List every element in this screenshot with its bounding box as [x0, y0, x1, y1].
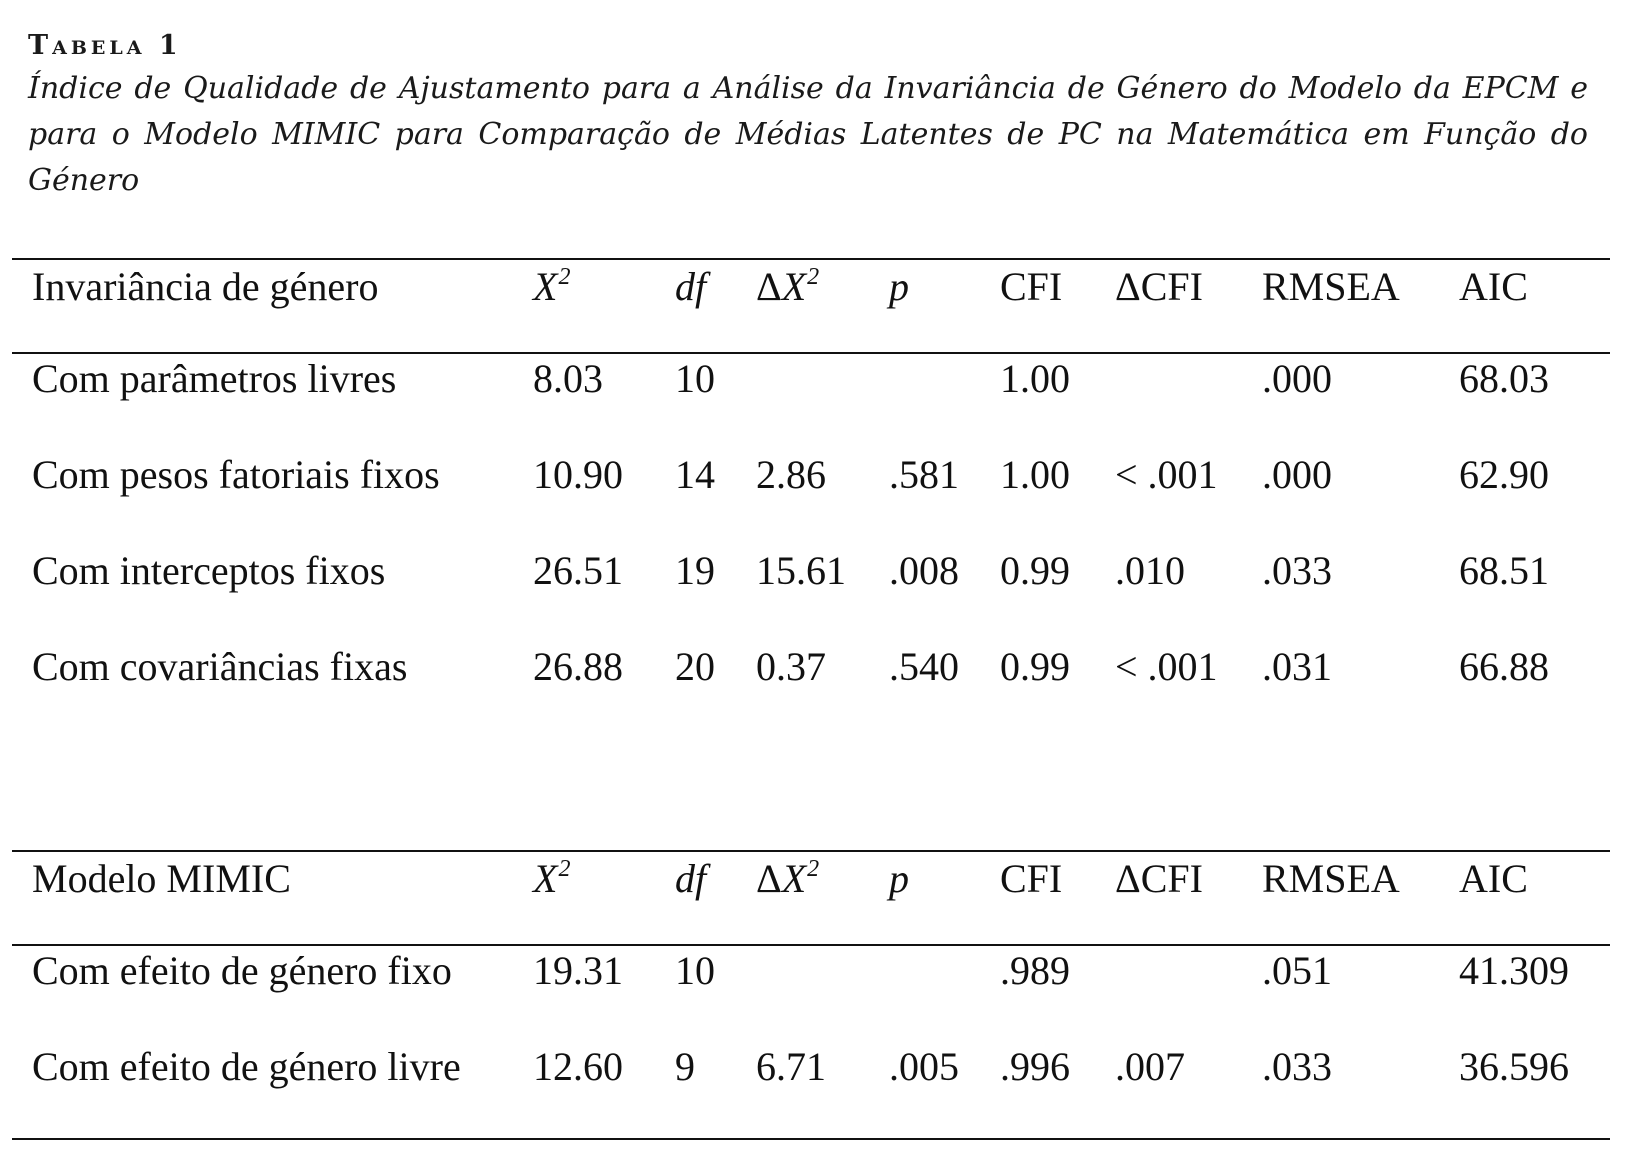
table-row [12, 642, 1610, 692]
row-label: Com parâmetros livres [32, 356, 397, 401]
cell-delta-chi2: 2.86 [756, 452, 826, 497]
cell-delta-chi2: 6.71 [756, 1044, 826, 1089]
header-delta-chi2: $\Delta X^2$ [756, 264, 820, 309]
table-label: Tabela 1 [28, 30, 182, 61]
header-cfi: CFI [1000, 856, 1063, 901]
table-row [12, 450, 1610, 500]
cell-p: .540 [889, 644, 959, 689]
header-rmsea: RMSEA [1262, 856, 1400, 901]
cell-rmsea: .000 [1262, 356, 1332, 401]
header-p: p [889, 856, 909, 901]
row-label: Com pesos fatoriais fixos [32, 452, 440, 497]
cell-cfi: 0.99 [1000, 644, 1070, 689]
table-row [12, 354, 1610, 404]
cell-aic: 66.88 [1459, 644, 1549, 689]
cell-aic: 68.51 [1459, 548, 1549, 593]
bottom-rule [12, 1138, 1610, 1140]
cell-chi2: 8.03 [533, 356, 603, 401]
cell-rmsea: .000 [1262, 452, 1332, 497]
cell-chi2: 26.51 [533, 548, 623, 593]
cell-cfi: .996 [1000, 1044, 1070, 1089]
header-rmsea: RMSEA [1262, 264, 1400, 309]
header-aic: AIC [1459, 264, 1528, 309]
cell-chi2: 19.31 [533, 948, 623, 993]
cell-chi2: 26.88 [533, 644, 623, 689]
cell-rmsea: .033 [1262, 548, 1332, 593]
table-row [12, 546, 1610, 596]
header-df: df [675, 264, 707, 309]
cell-df: 20 [675, 644, 715, 689]
cell-delta-cfi: .007 [1115, 1044, 1185, 1089]
table-row [12, 1042, 1610, 1092]
cell-p: .581 [889, 452, 959, 497]
mimic-table [12, 850, 1610, 1150]
cell-rmsea: .051 [1262, 948, 1332, 993]
cell-p: .005 [889, 1044, 959, 1089]
table-row [12, 946, 1610, 996]
header-p: p [889, 264, 909, 309]
row-label: Com efeito de género fixo [32, 948, 452, 993]
cell-rmsea: .033 [1262, 1044, 1332, 1089]
cell-delta-cfi: .010 [1115, 548, 1185, 593]
cell-df: 10 [675, 356, 715, 401]
top-rule [12, 258, 1610, 260]
cell-delta-chi2: 0.37 [756, 644, 826, 689]
header-row [12, 854, 1610, 904]
cell-delta-chi2: 15.61 [756, 548, 846, 593]
cell-chi2: 10.90 [533, 452, 623, 497]
cell-delta-cfi: < .001 [1115, 644, 1218, 689]
cell-cfi: 1.00 [1000, 452, 1070, 497]
header-chi2: $X^2$ [533, 856, 571, 901]
cell-p: .008 [889, 548, 959, 593]
cell-aic: 62.90 [1459, 452, 1549, 497]
header-invariance: Invariância de género [32, 264, 379, 309]
cell-aic: 68.03 [1459, 356, 1549, 401]
header-mimic: Modelo MIMIC [32, 856, 291, 901]
header-aic: AIC [1459, 856, 1528, 901]
header-delta-chi2: $\Delta X^2$ [756, 856, 820, 901]
header-cfi: CFI [1000, 264, 1063, 309]
cell-df: 14 [675, 452, 715, 497]
cell-df: 19 [675, 548, 715, 593]
header-df: df [675, 856, 707, 901]
row-label: Com efeito de género livre [32, 1044, 461, 1089]
cell-cfi: 1.00 [1000, 356, 1070, 401]
row-label: Com covariâncias fixas [32, 644, 408, 689]
cell-cfi: .989 [1000, 948, 1070, 993]
cell-aic: 41.309 [1459, 948, 1569, 993]
top-rule [12, 850, 1610, 852]
invariance-table [12, 258, 1610, 689]
row-label: Com interceptos fixos [32, 548, 386, 593]
cell-aic: 36.596 [1459, 1044, 1569, 1089]
table-caption-block [28, 28, 1588, 204]
header-delta-cfi: ΔCFI [1115, 856, 1203, 901]
cell-df: 9 [675, 1044, 695, 1089]
cell-cfi: 0.99 [1000, 548, 1070, 593]
header-row [12, 262, 1610, 312]
header-chi2: $X^2$ [533, 264, 571, 309]
header-delta-cfi: ΔCFI [1115, 264, 1203, 309]
cell-delta-cfi: < .001 [1115, 452, 1218, 497]
cell-df: 10 [675, 948, 715, 993]
table-title: Índice de Qualidade de Ajustamento para a Análise da Invariância de Género do Modelo da EPCM e para o Modelo MIMIC para Comparação de Médias Latentes de PC na Matemática em Função do Género [28, 71, 1588, 198]
cell-chi2: 12.60 [533, 1044, 623, 1089]
cell-rmsea: .031 [1262, 644, 1332, 689]
